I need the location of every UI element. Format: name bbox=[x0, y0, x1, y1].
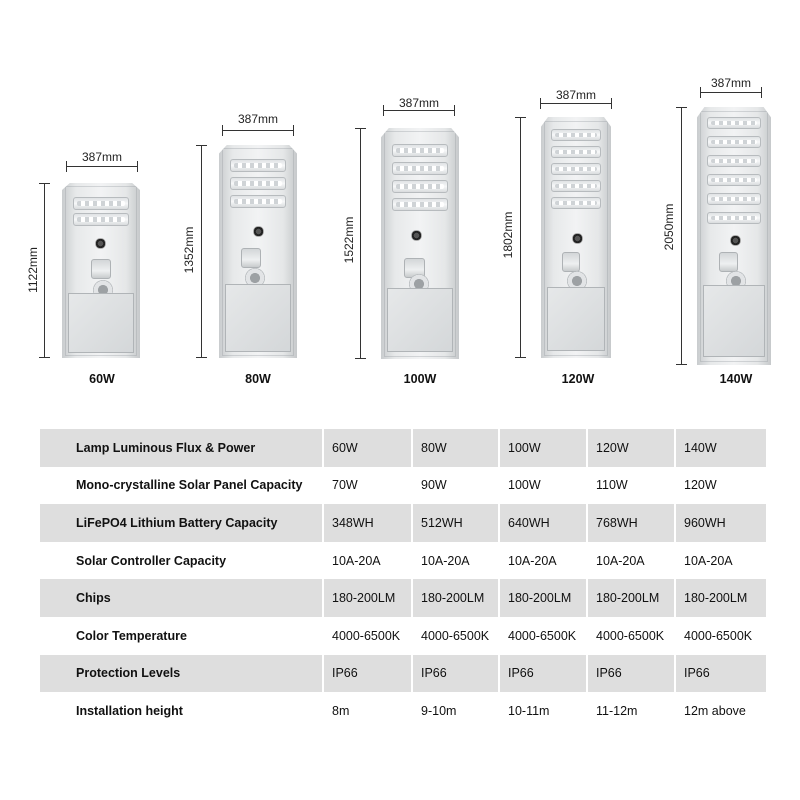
solar-panel bbox=[225, 284, 291, 352]
height-dimension-line bbox=[355, 128, 367, 359]
spec-value: 180-200LM bbox=[323, 579, 412, 617]
spec-row-protection bbox=[40, 655, 766, 693]
spec-value: 4000-6500K bbox=[323, 617, 412, 655]
width-dimension-label: 387mm bbox=[398, 96, 439, 110]
spec-value: 9-10m bbox=[412, 692, 499, 730]
spec-label: Lamp Luminous Flux & Power bbox=[40, 429, 323, 467]
solar-panel bbox=[68, 293, 134, 353]
spec-value: IP66 bbox=[587, 655, 675, 693]
sensor-icon bbox=[730, 235, 741, 246]
spec-value: 180-200LM bbox=[412, 579, 499, 617]
led-module bbox=[230, 195, 286, 208]
solar-panel bbox=[387, 288, 453, 352]
spec-row-chips bbox=[40, 579, 766, 617]
spec-value: 180-200LM bbox=[499, 579, 587, 617]
led-module bbox=[551, 163, 601, 175]
led-module bbox=[392, 144, 448, 157]
spec-value: 12m above bbox=[675, 692, 766, 730]
spec-value: 100W bbox=[499, 429, 587, 467]
spec-row-color-temperature bbox=[40, 617, 766, 655]
width-dimension-label: 387mm bbox=[81, 150, 122, 164]
spec-row-battery bbox=[40, 504, 766, 542]
spec-value: 4000-6500K bbox=[499, 617, 587, 655]
led-module bbox=[392, 162, 448, 175]
height-dimension-line bbox=[39, 183, 51, 358]
spec-label: LiFePO4 Lithium Battery Capacity bbox=[40, 504, 323, 542]
spec-row-installation-height bbox=[40, 692, 766, 730]
spec-value: 100W bbox=[499, 467, 587, 505]
spec-value: 4000-6500K bbox=[675, 617, 766, 655]
pole-bracket bbox=[562, 252, 580, 272]
spec-value: 110W bbox=[587, 467, 675, 505]
sensor-icon bbox=[95, 238, 106, 249]
sensor-icon bbox=[411, 230, 422, 241]
led-module bbox=[392, 180, 448, 193]
lamp-image bbox=[219, 145, 297, 358]
led-module bbox=[230, 159, 286, 172]
led-module bbox=[551, 197, 601, 209]
width-dimension-line bbox=[222, 125, 294, 137]
spec-value: 768WH bbox=[587, 504, 675, 542]
spec-value: 10A-20A bbox=[499, 542, 587, 580]
pole-socket-icon bbox=[93, 280, 113, 300]
spec-row-controller bbox=[40, 542, 766, 580]
spec-value: 512WH bbox=[412, 504, 499, 542]
spec-value: 80W bbox=[412, 429, 499, 467]
solar-panel bbox=[703, 285, 765, 357]
spec-value: 70W bbox=[323, 467, 412, 505]
spec-label: Protection Levels bbox=[40, 655, 323, 693]
led-module bbox=[707, 117, 760, 129]
spec-value: IP66 bbox=[323, 655, 412, 693]
spec-value: 4000-6500K bbox=[412, 617, 499, 655]
product-watt-label: 140W bbox=[719, 372, 753, 386]
spec-value: IP66 bbox=[675, 655, 766, 693]
spec-value: 10-11m bbox=[499, 692, 587, 730]
product-watt-label: 120W bbox=[561, 372, 595, 386]
pole-socket-icon bbox=[409, 274, 429, 294]
width-dimension-label: 387mm bbox=[555, 88, 596, 102]
spec-label: Solar Controller Capacity bbox=[40, 542, 323, 580]
spec-value: 4000-6500K bbox=[587, 617, 675, 655]
spec-value: 10A-20A bbox=[587, 542, 675, 580]
height-dimension-line bbox=[515, 117, 527, 358]
led-module bbox=[551, 129, 601, 141]
product-watt-label: 100W bbox=[403, 372, 437, 386]
width-dimension-label: 387mm bbox=[237, 112, 278, 126]
spec-value: 10A-20A bbox=[412, 542, 499, 580]
pole-bracket bbox=[404, 258, 424, 278]
product-watt-label: 60W bbox=[89, 372, 115, 386]
led-module bbox=[707, 212, 760, 224]
lamp-image bbox=[541, 117, 611, 358]
pole-bracket bbox=[719, 252, 738, 272]
lamp-image bbox=[381, 128, 459, 359]
width-dimension-label: 387mm bbox=[710, 76, 751, 90]
height-dimension-line bbox=[196, 145, 208, 358]
lamp-image bbox=[697, 107, 771, 365]
spec-label: Chips bbox=[40, 579, 323, 617]
spec-value: 960WH bbox=[675, 504, 766, 542]
spec-value: 10A-20A bbox=[675, 542, 766, 580]
led-module bbox=[551, 180, 601, 192]
pole-socket-icon bbox=[567, 271, 587, 291]
spec-value: 120W bbox=[587, 429, 675, 467]
spec-value: 8m bbox=[323, 692, 412, 730]
spec-value: 180-200LM bbox=[587, 579, 675, 617]
height-dimension-label: 2050mm bbox=[662, 203, 676, 251]
spec-value: 60W bbox=[323, 429, 412, 467]
sensor-icon bbox=[572, 233, 583, 244]
height-dimension-label: 1122mm bbox=[26, 247, 40, 293]
spec-value: IP66 bbox=[412, 655, 499, 693]
led-module bbox=[551, 146, 601, 158]
spec-value: 90W bbox=[412, 467, 499, 505]
pole-socket-icon bbox=[245, 268, 265, 288]
pole-bracket bbox=[241, 248, 261, 268]
spec-label: Mono-crystalline Solar Panel Capacity bbox=[40, 467, 323, 505]
led-module bbox=[392, 198, 448, 211]
spec-label: Color Temperature bbox=[40, 617, 323, 655]
spec-value: IP66 bbox=[499, 655, 587, 693]
height-dimension-line bbox=[676, 107, 688, 365]
led-module bbox=[707, 155, 760, 167]
lamp-image bbox=[62, 183, 140, 358]
height-dimension-label: 1352mm bbox=[182, 226, 196, 274]
spec-table bbox=[40, 429, 766, 730]
product-watt-label: 80W bbox=[245, 372, 271, 386]
height-dimension-label: 1522mm bbox=[342, 216, 356, 264]
spec-value: 11-12m bbox=[587, 692, 675, 730]
led-module bbox=[73, 197, 129, 210]
spec-value: 120W bbox=[675, 467, 766, 505]
sensor-icon bbox=[253, 226, 264, 237]
led-module bbox=[73, 213, 129, 226]
spec-row-solar-panel bbox=[40, 467, 766, 505]
solar-panel bbox=[547, 287, 606, 351]
led-module bbox=[707, 174, 760, 186]
spec-label: Installation height bbox=[40, 692, 323, 730]
spec-value: 140W bbox=[675, 429, 766, 467]
led-module bbox=[707, 136, 760, 148]
spec-value: 180-200LM bbox=[675, 579, 766, 617]
led-module bbox=[230, 177, 286, 190]
height-dimension-label: 1802mm bbox=[501, 211, 515, 259]
pole-bracket bbox=[91, 259, 111, 279]
spec-value: 640WH bbox=[499, 504, 587, 542]
led-module bbox=[707, 193, 760, 205]
pole-socket-icon bbox=[726, 271, 746, 291]
spec-row-luminous-flux-power bbox=[40, 429, 766, 467]
spec-value: 348WH bbox=[323, 504, 412, 542]
spec-value: 10A-20A bbox=[323, 542, 412, 580]
